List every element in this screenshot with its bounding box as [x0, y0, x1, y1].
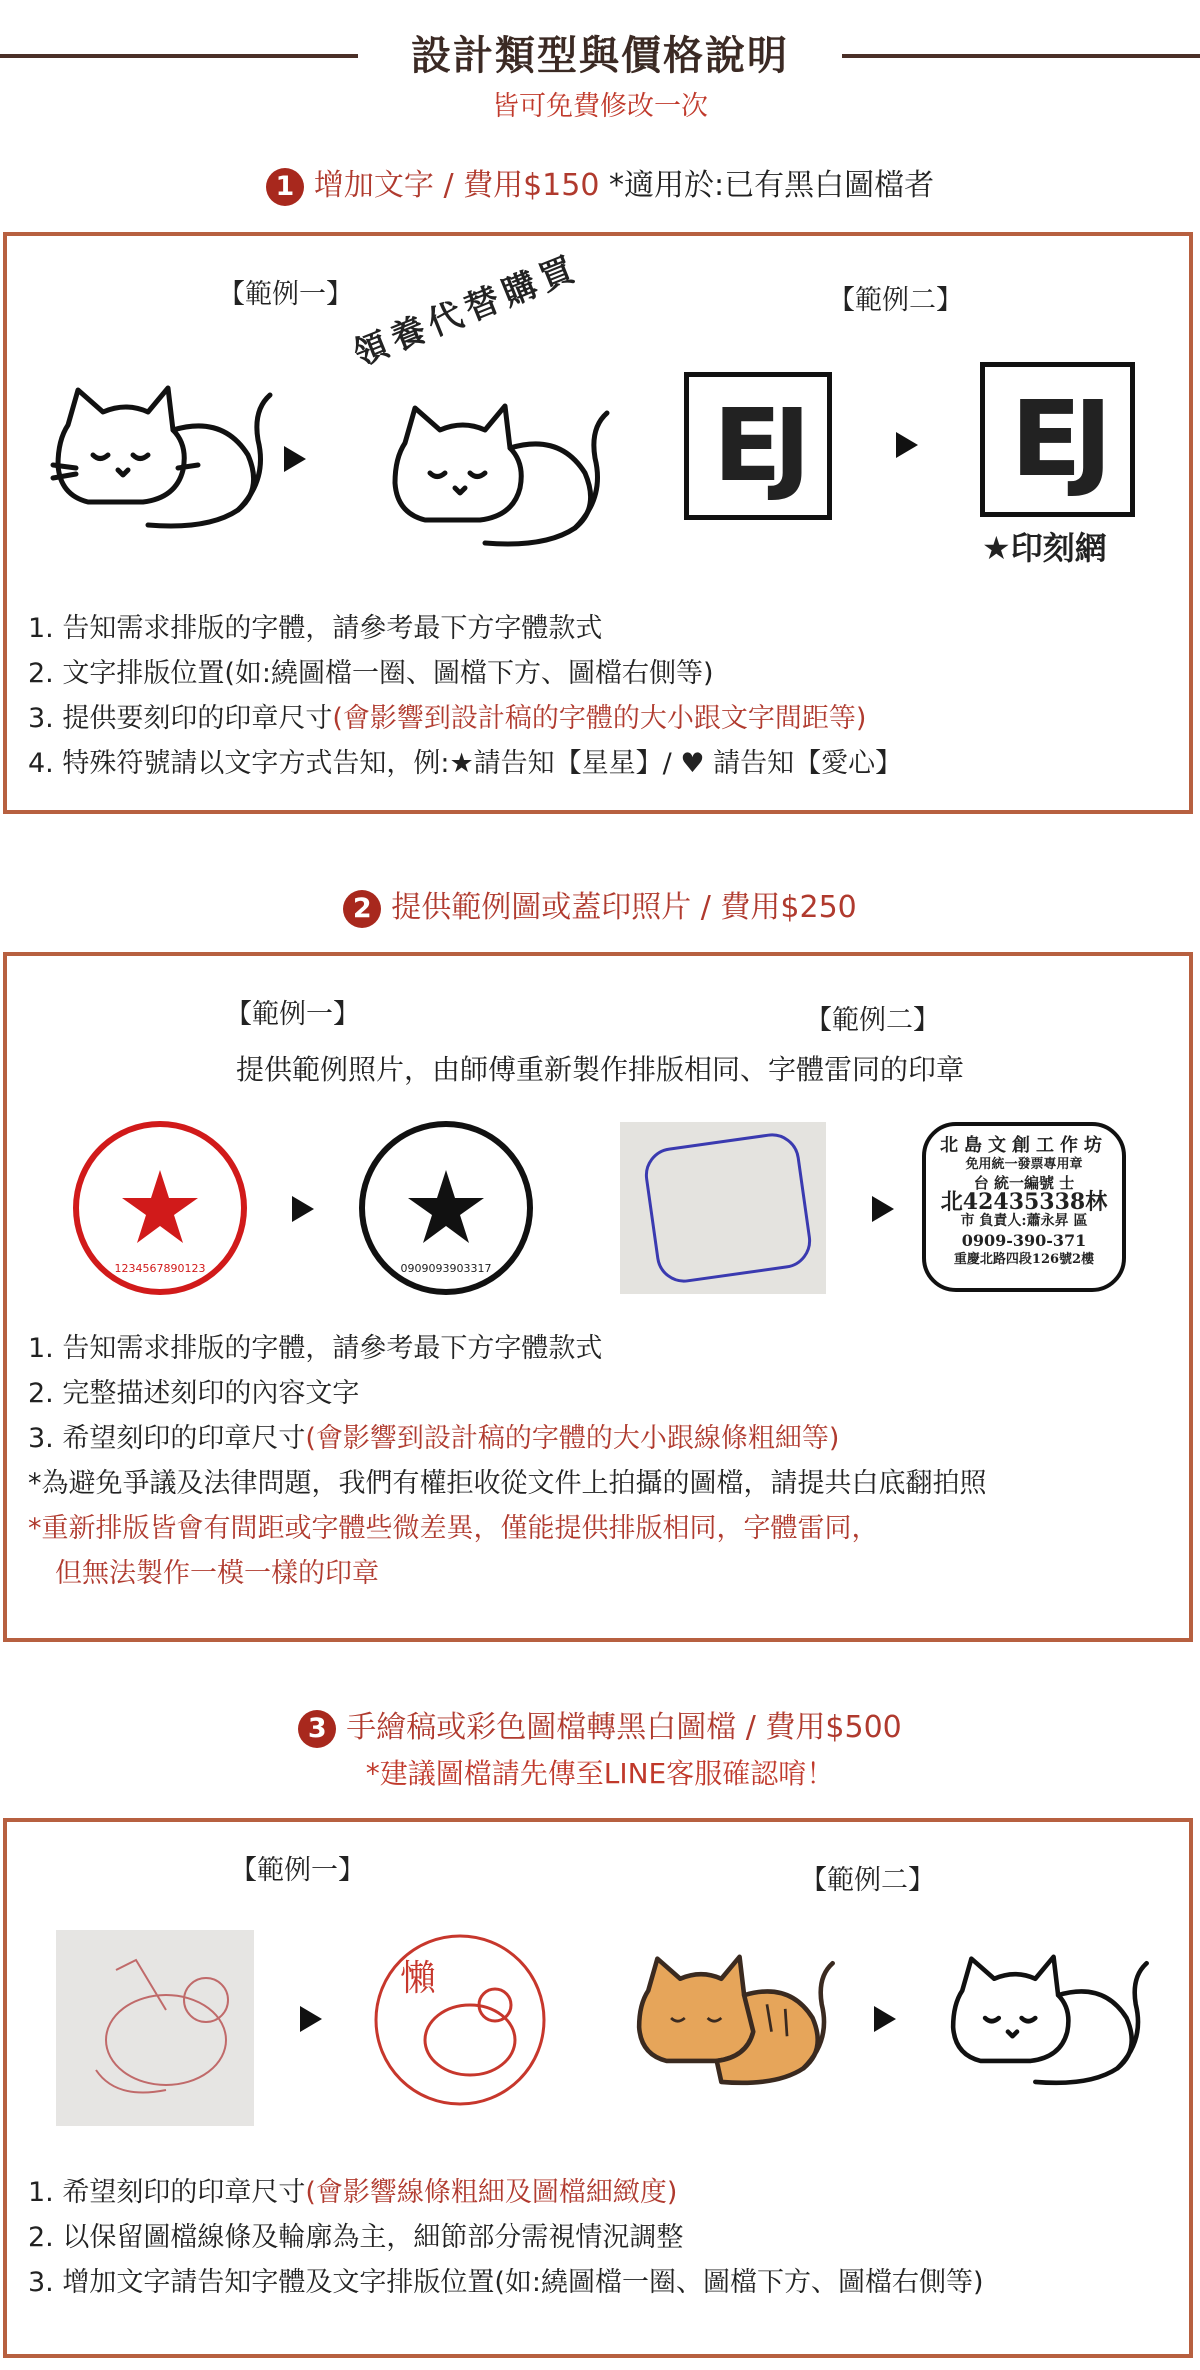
section-1-example-2-label: 【範例二】	[828, 285, 963, 316]
section-2-list-item-3: 3. 希望刻印的印章尺寸(會影響到設計稿的字體的大小跟線條粗細等)	[28, 1423, 840, 1454]
section-2-example-2-label: 【範例二】	[805, 1005, 940, 1036]
section-2-list-item-5: *重新排版皆會有間距或字體些微差異，僅能提供排版相同，字體雷同，	[28, 1513, 879, 1544]
section-1-title: 增加文字 / 費用$150	[313, 168, 600, 203]
section-3-arrow-1	[300, 2006, 322, 2032]
section-3-note: *建議圖檔請先傳至LINE客服確認唷！	[365, 1757, 835, 1790]
page-title: 設計類型與價格說明	[411, 33, 789, 79]
stamp-line-5: 市 負責人:蕭永昇 區	[960, 1213, 1088, 1229]
red-seal-number: 1234567890123	[114, 1262, 206, 1275]
stamp-line-3: 台 統一編號 士	[973, 1174, 1075, 1192]
section-2-example-1-label: 【範例一】	[225, 999, 360, 1030]
stamp-square-2-char: EJ	[1010, 378, 1105, 500]
section-1-list-item-4: 4. 特殊符號請以文字方式告知，例:★請告知【星星】/ ♥ 請告知【愛心】	[28, 748, 903, 779]
stamp-photo-inner	[641, 1130, 814, 1286]
stamp-line-7: 重慶北路四段126號2樓	[953, 1252, 1095, 1267]
section-1-heading	[0, 160, 1200, 206]
section-3-example-2-label: 【範例二】	[800, 1865, 935, 1896]
section-3-list	[28, 2170, 984, 2305]
stamp-line-2: 免用統一發票專用章	[965, 1157, 1083, 1172]
section-2-list-item-6: 但無法製作一模一樣的印章	[28, 1558, 379, 1589]
stamp-caption: ★印刻網	[982, 529, 1107, 567]
section-1-number: 1	[266, 168, 304, 206]
colored-cat-image	[630, 1938, 840, 2098]
section-1-list-item-1: 1. 告知需求排版的字體，請參考最下方字體款式	[28, 613, 603, 644]
section-2-list-item-1: 1. 告知需求排版的字體，請參考最下方字體款式	[28, 1333, 603, 1364]
cat-outline-image	[48, 370, 278, 540]
stamp-line-6: 0909-390-371	[961, 1231, 1087, 1250]
page-subtitle: 皆可免費修改一次	[492, 91, 708, 122]
section-2-title: 提供範例圖或蓋印照片 / 費用$250	[391, 890, 857, 925]
section-3-arrow-2	[874, 2006, 896, 2032]
section-1-arrow-2	[896, 432, 918, 458]
section-1-note: *適用於:已有黑白圖檔者	[608, 168, 935, 203]
section-2-number: 2	[343, 890, 381, 928]
section-2-list-item-2: 2. 完整描述刻印的內容文字	[28, 1378, 360, 1409]
section-2-heading	[0, 882, 1200, 928]
section-3-number: 3	[298, 1710, 336, 1748]
section-1-list-item-3: 3. 提供要刻印的印章尺寸(會影響到設計稿的字體的大小跟文字間距等)	[28, 703, 867, 734]
section-3-list-item-3: 3. 增加文字請告知字體及文字排版位置(如:繞圖檔一圈、圖檔下方、圖檔右側等)	[28, 2267, 984, 2298]
section-3-heading	[0, 1702, 1200, 1748]
section-3-list-item-2: 2. 以保留圖檔線條及輪廓為主，細節部分需視情況調整	[28, 2222, 684, 2253]
sloth-sketch-image	[56, 1930, 254, 2126]
section-3-example-1-label: 【範例一】	[230, 1855, 365, 1886]
section-2-description: 提供範例照片，由師傅重新製作排版相同、字體雷同的印章	[235, 1053, 964, 1086]
section-2-arrow-2	[872, 1196, 894, 1222]
section-1-arrow-1	[284, 446, 306, 472]
section-1-list-item-2: 2. 文字排版位置(如:繞圖檔一圈、圖檔下方、圖檔右側等)	[28, 658, 714, 689]
sloth-seal-char: 懶	[400, 1958, 437, 1999]
section-3-title: 手繪稿或彩色圖檔轉黑白圖檔 / 費用$500	[346, 1710, 902, 1745]
ring-text: 領養代替購買	[347, 247, 586, 375]
section-1-list	[28, 606, 902, 786]
sloth-red-seal-image	[370, 1930, 550, 2110]
section-2-list-item-4: *為避免爭議及法律問題，我們有權拒收從文件上拍攝的圖檔，請提共白底翻拍照	[28, 1468, 987, 1499]
bw-cat-image	[944, 1938, 1154, 2098]
section-3-list-item-1: 1. 希望刻印的印章尺寸(會影響線條粗細及圖檔細緻度)	[28, 2177, 678, 2208]
black-octagon-stamp	[922, 1122, 1126, 1292]
section-1-example-1-label: 【範例一】	[218, 279, 353, 310]
black-seal-number: 0909093903317	[400, 1262, 492, 1275]
stamp-line-4: 北42435338林	[940, 1189, 1108, 1215]
section-2-arrow-1	[292, 1196, 314, 1222]
section-2-list	[28, 1326, 987, 1596]
stamp-line-1: 北島文創工作坊	[940, 1135, 1108, 1156]
stamp-square-1-char: EJ	[713, 387, 803, 504]
